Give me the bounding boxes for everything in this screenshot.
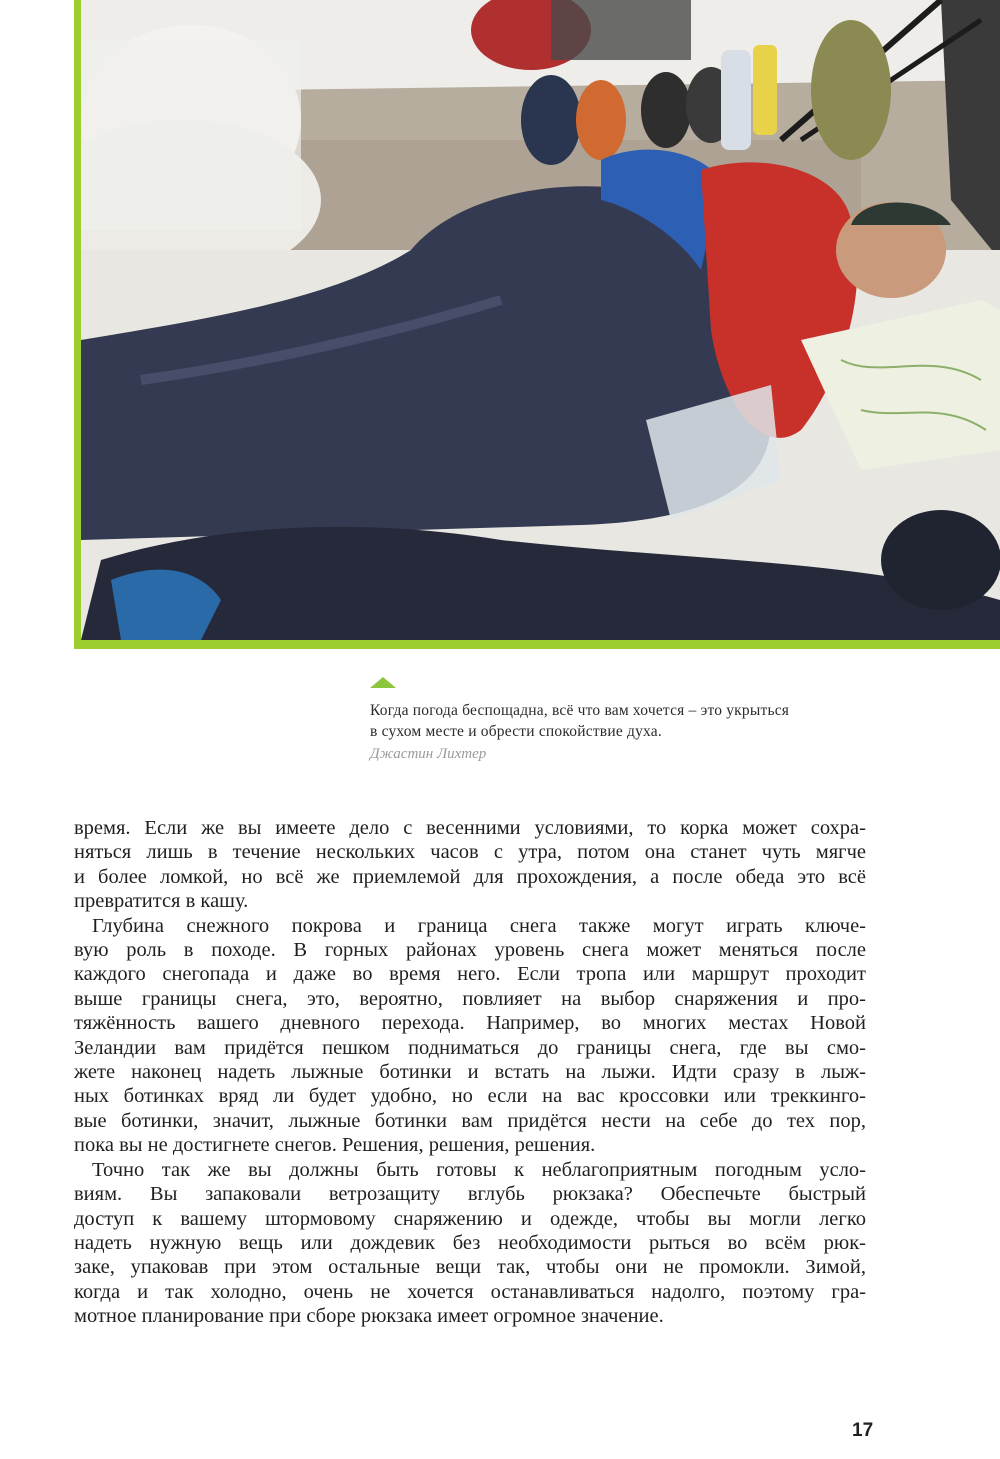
caption-line: Когда погода беспощадна, всё что вам хочется – это укрыться	[370, 702, 790, 719]
text-line: надеть нужную вещь или дождевик без необходимости рыться во всём рюк-	[74, 1231, 866, 1254]
text-line: виям. Вы запаковали ветрозащиту вглубь рюкзака? Обеспечьте быстрый	[74, 1183, 866, 1206]
photo-stuff-sack	[811, 20, 891, 160]
caption-triangle-icon	[370, 677, 396, 688]
text-line: мотное планирование при сборе рюкзака имеет огромное значение.	[74, 1305, 664, 1328]
text-line: Точно так же вы должны быть готовы к неблагоприятным погодным усло-	[92, 1158, 866, 1181]
body-text	[74, 816, 866, 1329]
text-line: заке, упаковав при этом остальные вещи так, чтобы они не промокли. Зимой,	[74, 1256, 866, 1279]
text-line: ных ботинках вряд ли будет удобно, но если на вас кроссовки или треккинго-	[74, 1085, 866, 1108]
text-line: превратится в кашу.	[74, 890, 249, 913]
photo-frame	[74, 0, 1000, 649]
photo-bottle	[721, 50, 751, 150]
text-line: выше границы снега, это, вероятно, повлияет на выбор снаряжения и про-	[74, 987, 866, 1010]
text-line: Глубина снежного покрова и граница снега также могут играть ключе-	[92, 914, 866, 937]
page-number: 17	[852, 1420, 874, 1441]
caption-line: в сухом месте и обрести спокойствие духа.	[370, 723, 662, 740]
photo-image	[81, 0, 1000, 640]
photo-credit: Джастин Лихтер	[370, 746, 487, 762]
text-line: каждого снегопада и даже во время него. Если тропа или маршрут проходит	[74, 963, 866, 986]
photo-shoe	[521, 75, 581, 165]
text-line: доступ к вашему штормовому снаряжению и одежде, чтобы вы могли легко	[74, 1207, 866, 1230]
text-line: время. Если же вы имеете дело с весенними условиями, то корка может сохра-	[74, 817, 866, 839]
photo-illustration	[81, 0, 1000, 640]
text-line: когда и так холодно, очень не хочется останавливаться надолго, поэтому гра-	[74, 1280, 866, 1303]
text-line: пока вы не достигнете снегов. Решения, решения, решения.	[74, 1134, 596, 1157]
text-line: вые ботинки, значит, лыжные ботинки вам придётся нести на себе до тех пор,	[74, 1109, 866, 1132]
text-line: вую роль в походе. В горных районах уровень снега может меняться после	[74, 939, 866, 962]
text-line: тяжённость вашего дневного перехода. Например, во многих местах Новой	[74, 1012, 866, 1035]
text-line: няться лишь в течение нескольких часов с утра, потом она станет чуть мягче	[74, 841, 866, 864]
text-line: жете наконец надеть лыжные ботинки и встать на лыжи. Идти сразу в лыж-	[74, 1061, 866, 1084]
photo-caption	[370, 700, 890, 742]
text-line: Зеландии вам придётся пешком подниматься до границы снега, где вы смо-	[74, 1036, 866, 1059]
text-line: и более ломкой, но всё же приемлемой для прохождения, а после обеда это всё	[74, 865, 866, 888]
